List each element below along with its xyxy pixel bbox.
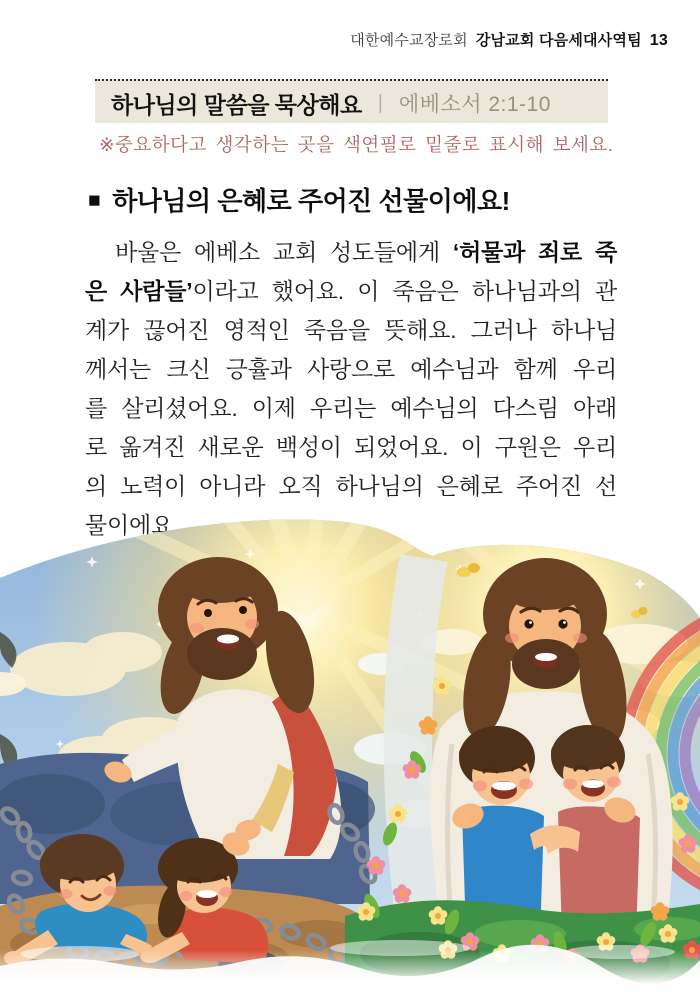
meditation-title-box <box>95 79 608 123</box>
denomination-label: 대한예수교장로회 <box>350 32 468 49</box>
body-text-bold: ‘허물과 죄로 죽은 사람들’ <box>85 239 617 304</box>
body-paragraph <box>85 233 617 545</box>
body-text-pre: 바울은 에베소 교회 성도들에게 <box>115 239 453 265</box>
meditation-title: 하나님의 말씀을 묵상해요 <box>111 91 362 118</box>
scripture-reference: 에베소서 2:1-10 <box>398 93 551 116</box>
instruction-note: ※중요하다고 생각하는 곳을 색연필로 밑줄로 표시해 보세요. <box>99 134 614 155</box>
doc-header <box>350 29 668 50</box>
square-bullet-icon: ■ <box>88 189 101 212</box>
section-heading <box>88 181 510 218</box>
title-divider: | <box>377 91 383 114</box>
church-team-label: 강남교회 다음세대사역팀 <box>475 32 642 49</box>
section-heading-text: 하나님의 은혜로 주어진 선물이에요! <box>112 186 510 216</box>
jesus-children-illustration <box>0 514 700 992</box>
illustration-svg <box>0 514 700 992</box>
body-text-post: 이라고 했어요. 이 죽음은 하나님과의 관계가 끊어진 영적인 죽음을 뜻해요. 그러나 하나님께서는 크신 긍휼과 사랑으로 예수님과 함께 우리를 살리셨어요. 이제 우리는 예수님의 다스림 아래로 옮겨진 새로운 백성이 되었어요. 이 구원은 우리의 노력이 아니라 오직 하나님의 은혜로 주어진 선물이에요. <box>85 278 618 538</box>
page-number: 13 <box>649 32 668 49</box>
bottom-white-wash <box>0 940 700 992</box>
